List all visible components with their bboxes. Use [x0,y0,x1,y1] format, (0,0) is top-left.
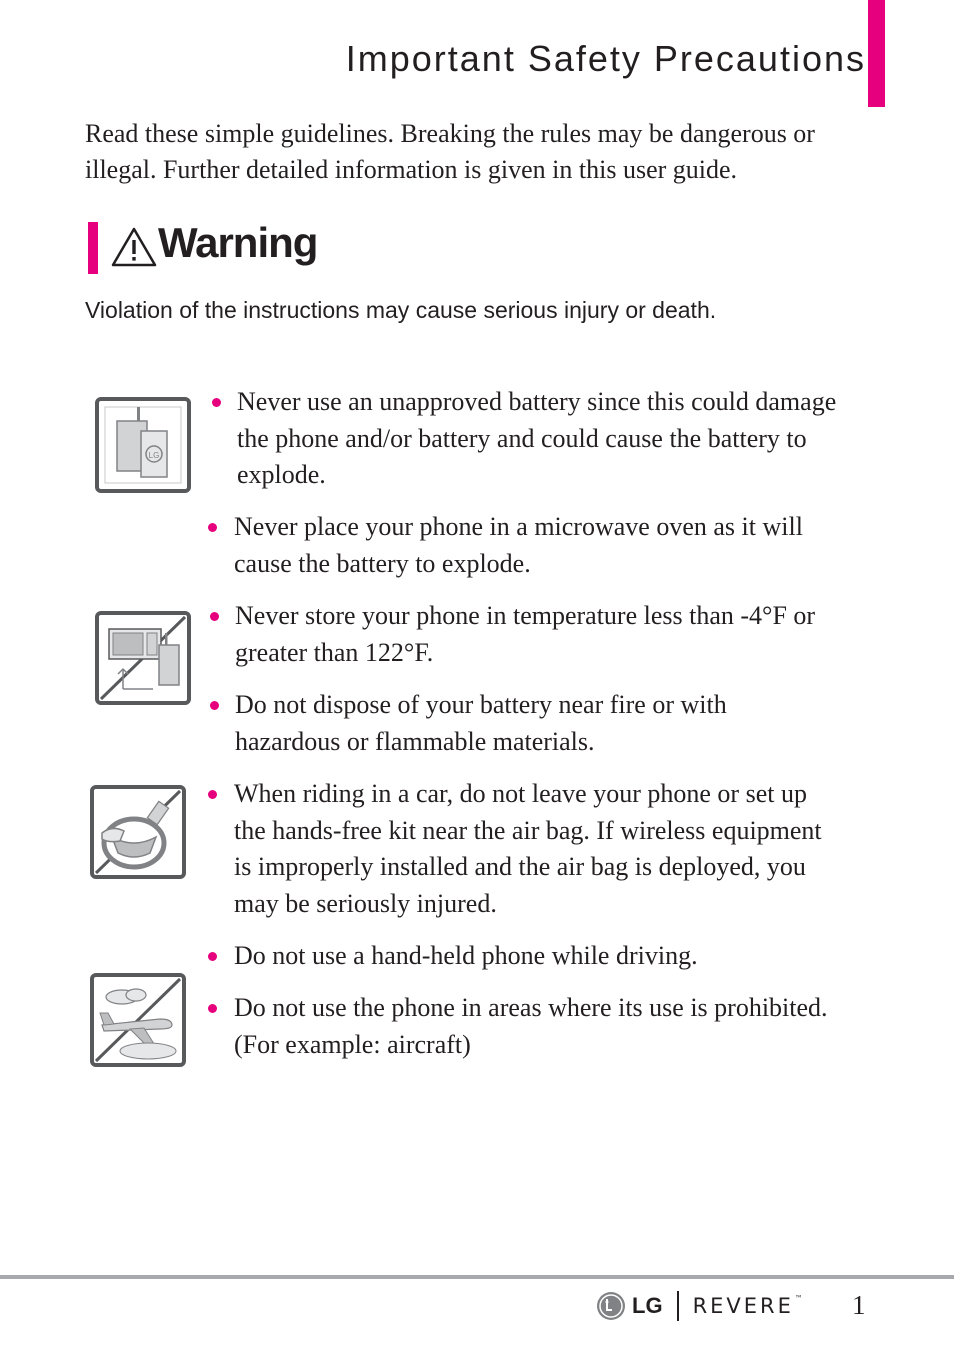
intro-paragraph: Read these simple guidelines. Breaking the rules may be dangerous or illegal. Further detailed information is given in this user guide. [85,119,815,184]
bullet-dot [212,398,221,407]
product-name: REVERE™ [692,1294,806,1318]
bullet-prohibited-areas: Do not use the phone in areas where its use is prohibited. (For example: aircraft) [234,993,828,1059]
bullet-dot [208,1004,217,1013]
brand-divider [677,1291,679,1321]
warning-subtitle: Violation of the instructions may cause serious injury or death. [85,297,717,323]
warning-accent-bar [88,222,98,274]
page-title: Important Safety Precautions [345,38,866,79]
battery-charger-icon [95,397,191,493]
bullet-temperature: Never store your phone in temperature less than -4°F or greater than 122°F. [235,601,816,667]
bullet-fire-disposal: Do not dispose of your battery near fire or with hazardous or flammable materials. [235,690,727,756]
brand-name: LG [632,1293,663,1318]
bullet-driving: Do not use a hand-held phone while driving. [234,941,698,970]
bullet-microwave: Never place your phone in a microwave oven as it will cause the battery to explode. [234,512,803,578]
airbag-steering-wheel-icon [90,785,186,879]
no-aircraft-icon [90,973,186,1067]
warning-title: Warning [158,219,318,266]
bullet-dot [210,701,219,710]
bullet-dot [208,523,217,532]
footer-brand [596,1288,806,1324]
svg-text:LG: LG [148,451,160,460]
page-number: 1 [852,1290,866,1320]
footer-rule [0,1275,954,1279]
page-tab-marker [868,0,885,107]
bullet-dot [208,952,217,961]
bullet-airbag: When riding in a car, do not leave your phone or set up the hands-free kit near the air bag. If wireless equipment is improperly installed and the air bag is deployed, you may be seriously injured. [234,779,822,918]
no-microwave-icon [95,611,191,705]
lg-logo-icon [596,1291,626,1321]
warning-triangle-icon [110,226,158,268]
bullet-dot [210,612,219,621]
bullet-dot [208,790,217,799]
bullet-unapproved-battery: Never use an unapproved battery since this could damage the phone and/or battery and could cause the battery to explode. [237,387,837,489]
